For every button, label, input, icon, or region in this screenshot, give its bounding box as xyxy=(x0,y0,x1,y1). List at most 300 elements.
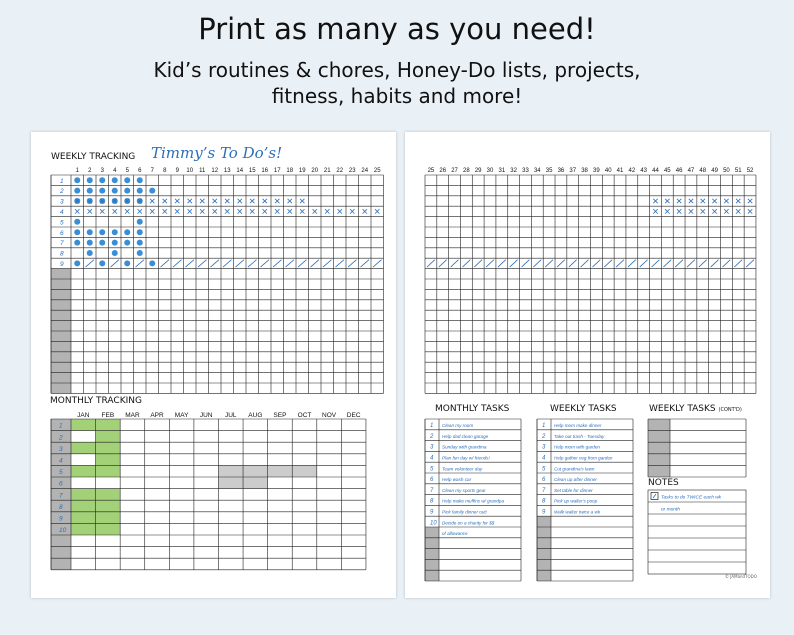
week-number-label: 8 xyxy=(163,168,167,174)
slash-mark xyxy=(86,260,95,267)
completed-dot xyxy=(124,188,130,194)
slash-mark xyxy=(427,260,435,267)
completed-dot xyxy=(74,177,80,183)
slash-mark xyxy=(439,260,447,267)
completed-dot xyxy=(87,250,93,256)
monthly-task-text: Team volunteer day xyxy=(442,466,483,472)
monthly-task-text: Plan fun day w/ friends! xyxy=(442,455,490,461)
monthly-tasks-number: 7 xyxy=(430,487,434,494)
x-mark xyxy=(163,209,167,213)
notes-text-line: Tasks to do TWICE each wk xyxy=(661,495,722,501)
week-number-label: 40 xyxy=(604,168,612,174)
x-mark xyxy=(263,209,267,213)
x-mark xyxy=(250,199,254,203)
week-number-label: 49 xyxy=(711,168,718,174)
week-number-label: 26 xyxy=(439,168,447,174)
x-mark xyxy=(213,199,217,203)
page-footer: © JAMandTODO xyxy=(725,574,757,579)
monthly-task-text: Decide on a charity for $$ xyxy=(442,520,495,526)
slash-mark xyxy=(211,260,220,267)
slash-mark xyxy=(348,260,357,267)
x-mark xyxy=(665,199,669,203)
monthly-tasks-number: 5 xyxy=(430,466,434,473)
monthly-row-number: 6 xyxy=(59,480,63,488)
x-mark xyxy=(100,209,104,213)
x-mark xyxy=(363,209,367,213)
x-mark xyxy=(138,209,142,213)
completed-dot xyxy=(137,229,143,235)
x-mark xyxy=(375,209,379,213)
x-mark xyxy=(125,209,129,213)
completed-dot xyxy=(99,240,105,246)
week-number-label: 1 xyxy=(75,168,79,174)
week-number-label: 13 xyxy=(223,168,231,174)
row-number-label: 8 xyxy=(60,250,64,258)
weekly-tasks-number: 3 xyxy=(542,444,546,451)
slash-mark xyxy=(510,260,518,267)
week-number-label: 11 xyxy=(199,168,206,174)
slash-mark xyxy=(336,260,345,267)
completed-dot xyxy=(112,240,118,246)
week-number-label: 25 xyxy=(427,168,435,174)
completed-dot xyxy=(87,188,93,194)
contd-label-column xyxy=(648,419,670,477)
month-label: DEC xyxy=(346,412,361,419)
notes-text-line: or month xyxy=(661,507,680,513)
slash-mark xyxy=(746,260,754,267)
completed-dot xyxy=(112,188,118,194)
week-number-label: 52 xyxy=(746,168,754,174)
x-mark xyxy=(250,209,254,213)
slash-mark xyxy=(136,260,145,267)
week-number-label: 35 xyxy=(545,168,553,174)
slash-mark xyxy=(557,260,565,267)
weekly-tasks-number: 5 xyxy=(542,466,546,473)
row-number-label: 1 xyxy=(60,177,64,185)
completed-month-cell xyxy=(96,431,121,443)
x-mark xyxy=(238,209,242,213)
week-number-label: 30 xyxy=(486,168,494,174)
completed-month-cell xyxy=(96,512,121,524)
week-number-label: 43 xyxy=(640,168,648,174)
week-number-label: 47 xyxy=(687,168,695,174)
week-number-label: 9 xyxy=(175,168,179,174)
week-number-label: 38 xyxy=(581,168,588,174)
week-number-label: 10 xyxy=(186,168,194,174)
monthly-task-text: Clean my room xyxy=(442,423,474,429)
week-number-label: 46 xyxy=(675,168,683,174)
headline-main: Print as many as you need! xyxy=(198,12,596,46)
week-number-label: 33 xyxy=(522,168,529,174)
weekly-tasks-number: 2 xyxy=(542,433,546,440)
skipped-month-cell xyxy=(218,477,243,489)
monthly-task-text: Help wash car xyxy=(442,477,472,483)
x-mark xyxy=(724,199,728,203)
notes-checkbox-slash xyxy=(653,494,656,498)
week-number-label: 17 xyxy=(273,168,281,174)
slash-mark xyxy=(223,260,232,267)
x-mark xyxy=(748,199,752,203)
week-number-label: 24 xyxy=(361,168,369,174)
week-number-label: 39 xyxy=(593,168,600,174)
row-number-label: 2 xyxy=(60,188,64,196)
completed-dot xyxy=(137,188,143,194)
row-number-label: 5 xyxy=(60,219,64,227)
slash-mark xyxy=(498,260,506,267)
x-mark xyxy=(736,199,740,203)
row-number-label: 6 xyxy=(60,229,64,237)
x-mark xyxy=(188,199,192,203)
month-label: FEB xyxy=(101,412,115,419)
completed-dot xyxy=(149,260,155,266)
completed-month-cell xyxy=(71,442,96,454)
x-mark xyxy=(712,199,716,203)
x-mark xyxy=(712,209,716,213)
weekly-task-text: Pick up walter's poop xyxy=(554,498,598,504)
x-mark xyxy=(200,209,204,213)
completed-dot xyxy=(149,188,155,194)
week-number-label: 42 xyxy=(628,168,636,174)
x-mark xyxy=(677,199,681,203)
completed-dot xyxy=(99,177,105,183)
weekly-tracking-title: WEEKLY TRACKING xyxy=(51,152,136,162)
week-number-label: 37 xyxy=(569,168,577,174)
skipped-month-cell xyxy=(218,465,243,477)
monthly-tasks-number: 2 xyxy=(430,433,434,440)
month-label: JUN xyxy=(199,412,213,419)
monthly-tasks-number: 4 xyxy=(430,455,434,462)
slash-mark xyxy=(581,260,589,267)
monthly-task-text: Help make muffins w/ grandpa xyxy=(442,498,505,504)
x-mark xyxy=(188,209,192,213)
monthly-task-text: Clean my sports gear xyxy=(442,487,486,493)
x-mark xyxy=(677,209,681,213)
weekly-tasks-number: 6 xyxy=(542,477,546,484)
monthly-row-number: 9 xyxy=(59,515,63,523)
x-mark xyxy=(263,199,267,203)
x-mark xyxy=(653,199,657,203)
week-number-label: 34 xyxy=(533,168,541,174)
slash-mark xyxy=(373,260,382,267)
monthly-tasks-number: 1 xyxy=(430,423,434,430)
completed-dot xyxy=(112,229,118,235)
slash-mark xyxy=(161,260,170,267)
completed-dot xyxy=(87,177,93,183)
month-label: MAY xyxy=(174,412,189,419)
slash-mark xyxy=(286,260,295,267)
completed-dot xyxy=(124,260,130,266)
slash-mark xyxy=(616,260,624,267)
x-mark xyxy=(689,199,693,203)
x-mark xyxy=(275,199,279,203)
skipped-month-cell xyxy=(243,477,268,489)
completed-dot xyxy=(74,188,80,194)
week-number-label: 16 xyxy=(261,168,269,174)
slash-mark xyxy=(273,260,282,267)
x-mark xyxy=(300,199,304,203)
weekly-tasks-number: 7 xyxy=(542,487,546,494)
completed-month-cell xyxy=(96,442,121,454)
x-mark xyxy=(736,209,740,213)
week-number-label: 3 xyxy=(100,168,104,174)
week-number-label: 48 xyxy=(699,168,707,174)
slash-mark xyxy=(474,260,482,267)
slash-mark xyxy=(533,260,541,267)
slash-mark xyxy=(462,260,470,267)
slash-mark xyxy=(592,260,600,267)
monthly-row-number: 4 xyxy=(59,457,63,465)
weekly-tasks-number: 9 xyxy=(542,509,546,516)
completed-dot xyxy=(124,229,130,235)
x-mark xyxy=(150,199,154,203)
weekly-task-text: Help mom make dinner xyxy=(554,423,602,429)
x-mark xyxy=(175,199,179,203)
x-mark xyxy=(75,209,79,213)
slash-mark xyxy=(198,260,207,267)
completed-dot xyxy=(99,260,105,266)
monthly-tasks-number: 9 xyxy=(430,509,434,516)
monthly-row-number: 10 xyxy=(59,527,67,535)
slash-mark xyxy=(663,260,671,267)
weekly-tasks-title: WEEKLY TASKS xyxy=(550,404,617,414)
monthly-row-number: 8 xyxy=(59,503,63,511)
weekly-tasks-number: 4 xyxy=(542,455,546,462)
weekly-tracking-grid-continued xyxy=(405,132,770,598)
week-number-label: 31 xyxy=(498,168,506,174)
skipped-month-cell xyxy=(268,465,293,477)
completed-dot xyxy=(74,260,80,266)
completed-month-cell xyxy=(96,523,121,535)
completed-dot xyxy=(99,188,105,194)
slash-mark xyxy=(628,260,636,267)
week-number-label: 15 xyxy=(248,168,256,174)
slash-mark xyxy=(604,260,612,267)
week-number-label: 12 xyxy=(211,168,219,174)
weekly-task-text: Cut grandma's lawn xyxy=(554,466,595,472)
row-number-label: 7 xyxy=(60,240,64,248)
x-mark xyxy=(213,209,217,213)
slash-mark xyxy=(323,260,332,267)
weekly-task-text: Walk walter twice a wk xyxy=(554,509,601,515)
week-number-label: 23 xyxy=(348,168,356,174)
handwritten-title: Timmy’s To Do’s! xyxy=(151,144,283,162)
completed-month-cell xyxy=(71,419,96,431)
monthly-tasks-number: 10 xyxy=(430,520,437,527)
week-number-label: 2 xyxy=(88,168,92,174)
monthly-tasks-number: 8 xyxy=(430,498,434,505)
weekly-tasks-number: 8 xyxy=(542,498,546,505)
monthly-tasks-number: 3 xyxy=(430,444,434,451)
completed-month-cell xyxy=(96,489,121,501)
completed-month-cell xyxy=(96,419,121,431)
x-mark xyxy=(163,199,167,203)
week-number-label: 27 xyxy=(451,168,458,174)
completed-month-cell xyxy=(96,454,121,466)
weekly-tasks-contd-label: WEEKLY TASKS xyxy=(649,404,716,414)
weekly-task-text: Set table for dinner xyxy=(554,487,593,493)
week-number-label: 50 xyxy=(723,168,730,174)
completed-dot xyxy=(99,229,105,235)
x-mark xyxy=(225,199,229,203)
week-number-label: 18 xyxy=(286,168,294,174)
completed-dot xyxy=(137,177,143,183)
weekly-tasks-number: 1 xyxy=(542,423,546,430)
week-number-label: 45 xyxy=(663,168,671,174)
slash-mark xyxy=(248,260,257,267)
monthly-row-number: 1 xyxy=(59,422,63,430)
week-number-label: 7 xyxy=(150,168,154,174)
monthly-task-text: Pick family dinner out! xyxy=(442,509,487,515)
monthly-tracking-title: MONTHLY TRACKING xyxy=(50,396,142,406)
month-label: OCT xyxy=(297,412,312,419)
notes-box xyxy=(648,490,746,574)
month-label: JUL xyxy=(224,412,237,419)
completed-dot xyxy=(87,229,93,235)
row-number-label: 3 xyxy=(60,198,64,206)
week-number-label: 4 xyxy=(113,168,117,174)
headline-sub-line1: Kid’s routines & chores, Honey-Do lists, projects, xyxy=(153,58,641,82)
completed-dot xyxy=(137,240,143,246)
headline-sub-line2: fitness, habits and more! xyxy=(271,84,523,108)
month-label: JAN xyxy=(77,412,90,419)
monthly-row-number: 5 xyxy=(59,469,63,477)
completed-dot xyxy=(124,240,130,246)
x-mark xyxy=(200,199,204,203)
row-number-label: 4 xyxy=(60,209,64,216)
completed-dot xyxy=(74,240,80,246)
completed-month-cell xyxy=(71,465,96,477)
slash-mark xyxy=(298,260,307,267)
month-label: SEP xyxy=(273,412,287,419)
slash-mark xyxy=(734,260,742,267)
month-label: NOV xyxy=(322,412,337,419)
x-mark xyxy=(665,209,669,213)
completed-month-cell xyxy=(96,465,121,477)
slash-mark xyxy=(173,260,182,267)
month-label: MAR xyxy=(125,412,140,419)
x-mark xyxy=(338,209,342,213)
weekly-tracking-grid xyxy=(31,132,396,598)
slash-mark xyxy=(236,260,245,267)
week-number-label: 21 xyxy=(323,168,331,174)
monthly-task-text: of allowance xyxy=(442,531,468,537)
monthly-tasks-title: MONTHLY TASKS xyxy=(435,404,510,414)
row-number-label: 9 xyxy=(60,261,64,268)
x-mark xyxy=(313,209,317,213)
weekly-task-text: Clean up after dinner xyxy=(554,477,597,483)
week-number-label: 5 xyxy=(125,168,129,174)
slash-mark xyxy=(711,260,719,267)
week-number-label: 6 xyxy=(138,168,142,174)
slash-mark xyxy=(687,260,695,267)
completed-dot xyxy=(74,229,80,235)
week-number-label: 36 xyxy=(557,168,565,174)
slash-mark xyxy=(545,260,553,267)
weekly-task-text: Help mom with garden xyxy=(554,444,600,450)
completed-month-cell xyxy=(71,523,96,535)
completed-month-cell xyxy=(71,512,96,524)
x-mark xyxy=(288,199,292,203)
x-mark xyxy=(288,209,292,213)
slash-mark xyxy=(486,260,494,267)
right-printable-page xyxy=(405,132,770,598)
slash-mark xyxy=(699,260,707,267)
week-number-label: 51 xyxy=(734,168,742,174)
slash-mark xyxy=(640,260,648,267)
week-number-label: 22 xyxy=(336,168,344,174)
slash-mark xyxy=(569,260,577,267)
x-mark xyxy=(88,209,92,213)
weekly-tasks-contd-suffix: (CONT'D) xyxy=(718,407,742,413)
week-number-label: 19 xyxy=(298,168,306,174)
week-number-label: 25 xyxy=(373,168,381,174)
x-mark xyxy=(175,209,179,213)
weekly-task-text: Help gather veg from garden xyxy=(554,455,613,461)
week-number-label: 41 xyxy=(616,168,624,174)
completed-month-cell xyxy=(71,489,96,501)
week-number-label: 44 xyxy=(652,168,659,174)
x-mark xyxy=(701,199,705,203)
weekly-task-text: Take out trash - Tuesday xyxy=(554,433,605,439)
skipped-month-cell xyxy=(292,465,317,477)
x-mark xyxy=(275,209,279,213)
x-mark xyxy=(225,209,229,213)
x-mark xyxy=(113,209,117,213)
slash-mark xyxy=(675,260,683,267)
x-mark xyxy=(701,209,705,213)
x-mark xyxy=(150,209,154,213)
monthly-row-number: 3 xyxy=(59,445,63,453)
monthly-row-number: 7 xyxy=(59,492,63,500)
left-printable-page xyxy=(31,132,396,598)
monthly-task-text: Sunday with grandma xyxy=(442,444,487,450)
monthly-row-number: 2 xyxy=(59,434,63,442)
slash-mark xyxy=(261,260,270,267)
monthly-tasks-number: 6 xyxy=(430,477,434,484)
slash-mark xyxy=(311,260,320,267)
skipped-month-cell xyxy=(243,465,268,477)
weekly-tasks-contd-title xyxy=(649,404,742,414)
x-mark xyxy=(653,209,657,213)
slash-mark xyxy=(186,260,195,267)
month-label: APR xyxy=(150,412,164,419)
x-mark xyxy=(724,209,728,213)
x-mark xyxy=(238,199,242,203)
slash-mark xyxy=(111,260,120,267)
slash-mark xyxy=(723,260,731,267)
completed-dot xyxy=(112,250,118,256)
week-number-label: 20 xyxy=(311,168,319,174)
x-mark xyxy=(350,209,354,213)
completed-dot xyxy=(137,219,143,225)
monthly-task-text: Help dad clean garage xyxy=(442,433,489,439)
slash-mark xyxy=(652,260,660,267)
completed-month-cell xyxy=(71,500,96,512)
x-mark xyxy=(325,209,329,213)
x-mark xyxy=(748,209,752,213)
completed-dot xyxy=(124,177,130,183)
notes-title: NOTES xyxy=(648,478,679,488)
completed-dot xyxy=(74,219,80,225)
completed-month-cell xyxy=(96,500,121,512)
slash-mark xyxy=(522,260,530,267)
month-label: AUG xyxy=(248,412,263,419)
week-number-label: 29 xyxy=(474,168,482,174)
slash-mark xyxy=(361,260,370,267)
x-mark xyxy=(300,209,304,213)
week-number-label: 32 xyxy=(510,168,517,174)
completed-dot xyxy=(112,177,118,183)
